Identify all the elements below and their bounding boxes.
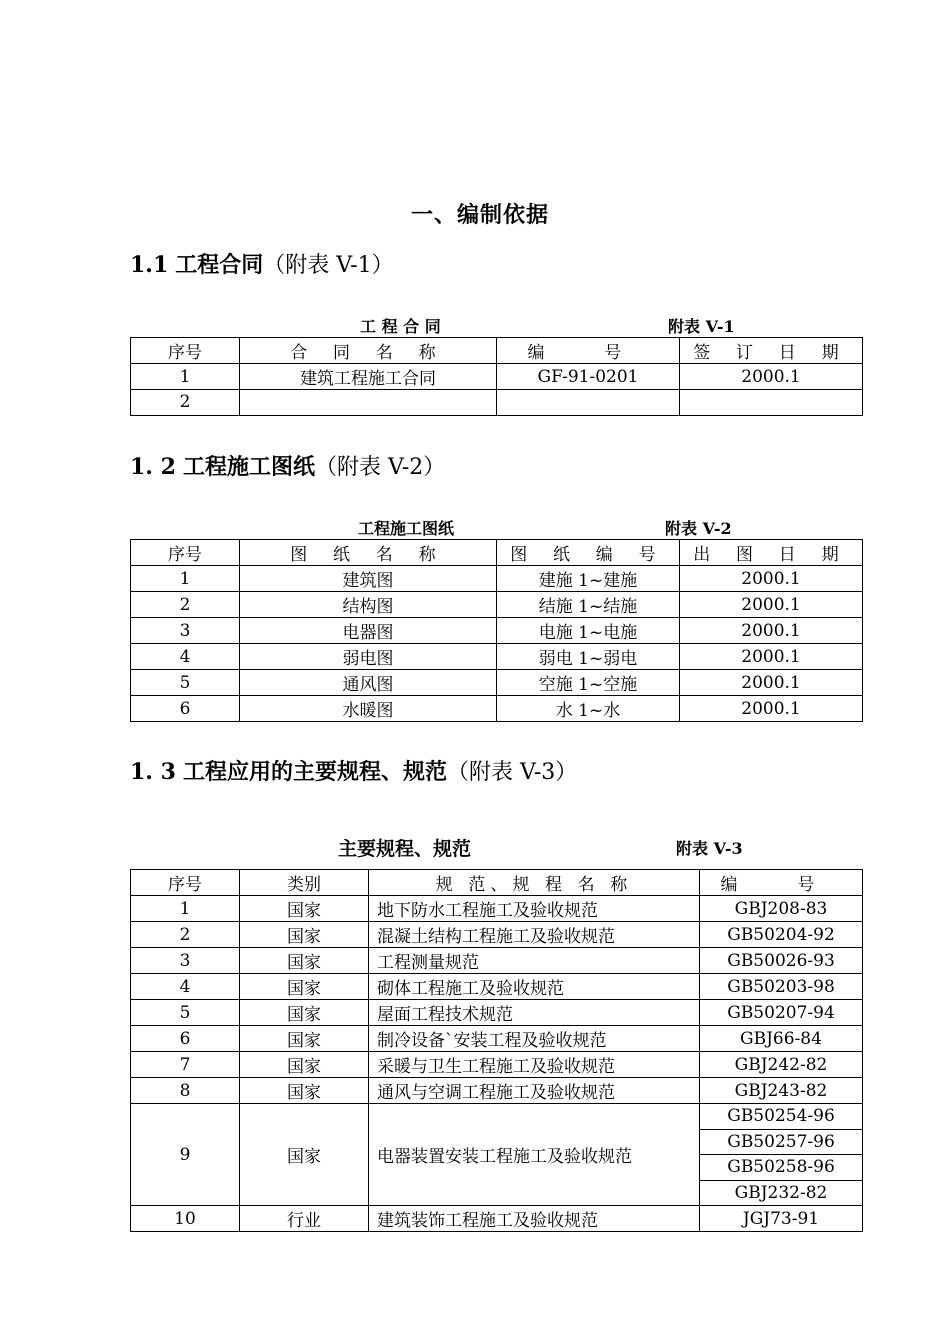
header-cell: 编 号 [700,870,863,896]
cell [497,390,680,416]
section-1-paren: （附表 V-1） [263,253,394,278]
cell: 1 [131,364,240,390]
cell: 电器装置安装工程施工及验收规范 [369,1104,700,1206]
contract-table [130,337,863,416]
table-row [131,1206,863,1232]
cell: 6 [131,696,240,722]
cell: GB50203-98 [700,974,863,1000]
cell: 结构图 [240,592,497,618]
cell: 建施 1~建施 [497,566,680,592]
table-row [131,364,863,390]
table-row [131,696,863,722]
cell: 电器图 [240,618,497,644]
table-header-row [131,338,863,364]
cell: 国家 [240,974,369,1000]
table-row [131,644,863,670]
drawings-table [130,539,863,722]
cell: 水暖图 [240,696,497,722]
table-row [131,1052,863,1078]
table-row [131,592,863,618]
cell: GB50254-96 [700,1104,863,1130]
section-1-name: 工程合同 [175,252,264,278]
section-1-heading [130,248,394,279]
cell: 国家 [240,1000,369,1026]
cell: 国家 [240,1104,369,1206]
cell: 7 [131,1052,240,1078]
section-2-name: 工程施工图纸 [182,454,315,480]
cell: 国家 [240,1078,369,1104]
cell: 1 [131,566,240,592]
cell: 9 [131,1104,240,1206]
cell: 国家 [240,896,369,922]
cell: 电施 1~电施 [497,618,680,644]
header-cell: 合 同 名 称 [240,338,497,364]
table-row [131,974,863,1000]
cell: 建筑装饰工程施工及验收规范 [369,1206,700,1232]
table-row [131,948,863,974]
cell: 3 [131,948,240,974]
header-cell: 编 号 [497,338,680,364]
section-1-number: 1.1 [130,252,169,278]
cell: 2000.1 [680,566,863,592]
cell: 弱电 1~弱电 [497,644,680,670]
header-cell: 类别 [240,870,369,896]
table-2-label: 附表 V-2 [665,519,732,538]
cell: 5 [131,670,240,696]
header-cell: 出 图 日 期 [680,540,863,566]
cell: 砌体工程施工及验收规范 [369,974,700,1000]
cell: 5 [131,1000,240,1026]
cell: 2000.1 [680,644,863,670]
cell: 建筑工程施工合同 [240,364,497,390]
cell: 2000.1 [680,592,863,618]
table-1-label: 附表 V-1 [668,317,735,336]
cell: 工程测量规范 [369,948,700,974]
cell: 通风与空调工程施工及验收规范 [369,1078,700,1104]
table-row [131,566,863,592]
cell: 地下防水工程施工及验收规范 [369,896,700,922]
cell: 结施 1~结施 [497,592,680,618]
table-1-caption: 工 程 合 同 [360,317,441,336]
cell: 混凝土结构工程施工及验收规范 [369,922,700,948]
section-3-heading [130,755,577,786]
cell [680,390,863,416]
table-row [131,1104,863,1130]
cell: 4 [131,974,240,1000]
cell: GB50257-96 [700,1129,863,1155]
cell: GBJ243-82 [700,1078,863,1104]
section-2-number: 1. 2 [130,454,176,480]
table-row [131,1078,863,1104]
cell: 2 [131,390,240,416]
standards-table [130,869,863,1232]
table-3-caption: 主要规程、规范 [338,838,472,860]
table-row [131,670,863,696]
cell: GBJ232-82 [700,1180,863,1206]
cell: 弱电图 [240,644,497,670]
table-header-row [131,870,863,896]
cell: 4 [131,644,240,670]
table-row [131,618,863,644]
table-row [131,390,863,416]
cell: 国家 [240,1052,369,1078]
section-2-paren: （附表 V-2） [314,455,446,480]
cell: 屋面工程技术规范 [369,1000,700,1026]
cell: GBJ242-82 [700,1052,863,1078]
table-2-caption: 工程施工图纸 [358,519,455,538]
table-header-row [131,540,863,566]
table-row [131,1026,863,1052]
cell: 空施 1~空施 [497,670,680,696]
cell: 2000.1 [680,364,863,390]
cell: 2 [131,592,240,618]
section-3-name: 工程应用的主要规程、规范 [182,759,447,785]
cell: 6 [131,1026,240,1052]
cell: 行业 [240,1206,369,1232]
cell: 国家 [240,948,369,974]
cell: 通风图 [240,670,497,696]
header-cell: 序号 [131,540,240,566]
cell: 2000.1 [680,618,863,644]
cell: GB50258-96 [700,1155,863,1181]
cell: 10 [131,1206,240,1232]
section-3-number: 1. 3 [130,759,176,785]
cell: 2000.1 [680,696,863,722]
header-cell: 签 订 日 期 [680,338,863,364]
cell [240,390,497,416]
cell: 3 [131,618,240,644]
header-cell: 规 范、规 程 名 称 [369,870,700,896]
cell: 制冷设备`安装工程及验收规范 [369,1026,700,1052]
cell: GBJ208-83 [700,896,863,922]
cell: GF-91-0201 [497,364,680,390]
table-row [131,1000,863,1026]
cell: GBJ66-84 [700,1026,863,1052]
cell: 国家 [240,922,369,948]
cell: GB50204-92 [700,922,863,948]
cell: GB50207-94 [700,1000,863,1026]
table-row [131,896,863,922]
table-3-label: 附表 V-3 [676,839,743,858]
header-cell: 图 纸 名 称 [240,540,497,566]
header-cell: 图 纸 编 号 [497,540,680,566]
page-title: 一、编制依据 [410,202,549,228]
table-row [131,922,863,948]
cell: 8 [131,1078,240,1104]
cell: 国家 [240,1026,369,1052]
header-cell: 序号 [131,338,240,364]
cell: 2000.1 [680,670,863,696]
cell: 1 [131,896,240,922]
header-cell: 序号 [131,870,240,896]
cell: JGJ73-91 [700,1206,863,1232]
cell: 采暖与卫生工程施工及验收规范 [369,1052,700,1078]
cell: GB50026-93 [700,948,863,974]
cell: 建筑图 [240,566,497,592]
cell: 水 1~水 [497,696,680,722]
cell: 2 [131,922,240,948]
section-3-paren: （附表 V-3） [446,760,578,785]
section-2-heading [130,450,445,481]
